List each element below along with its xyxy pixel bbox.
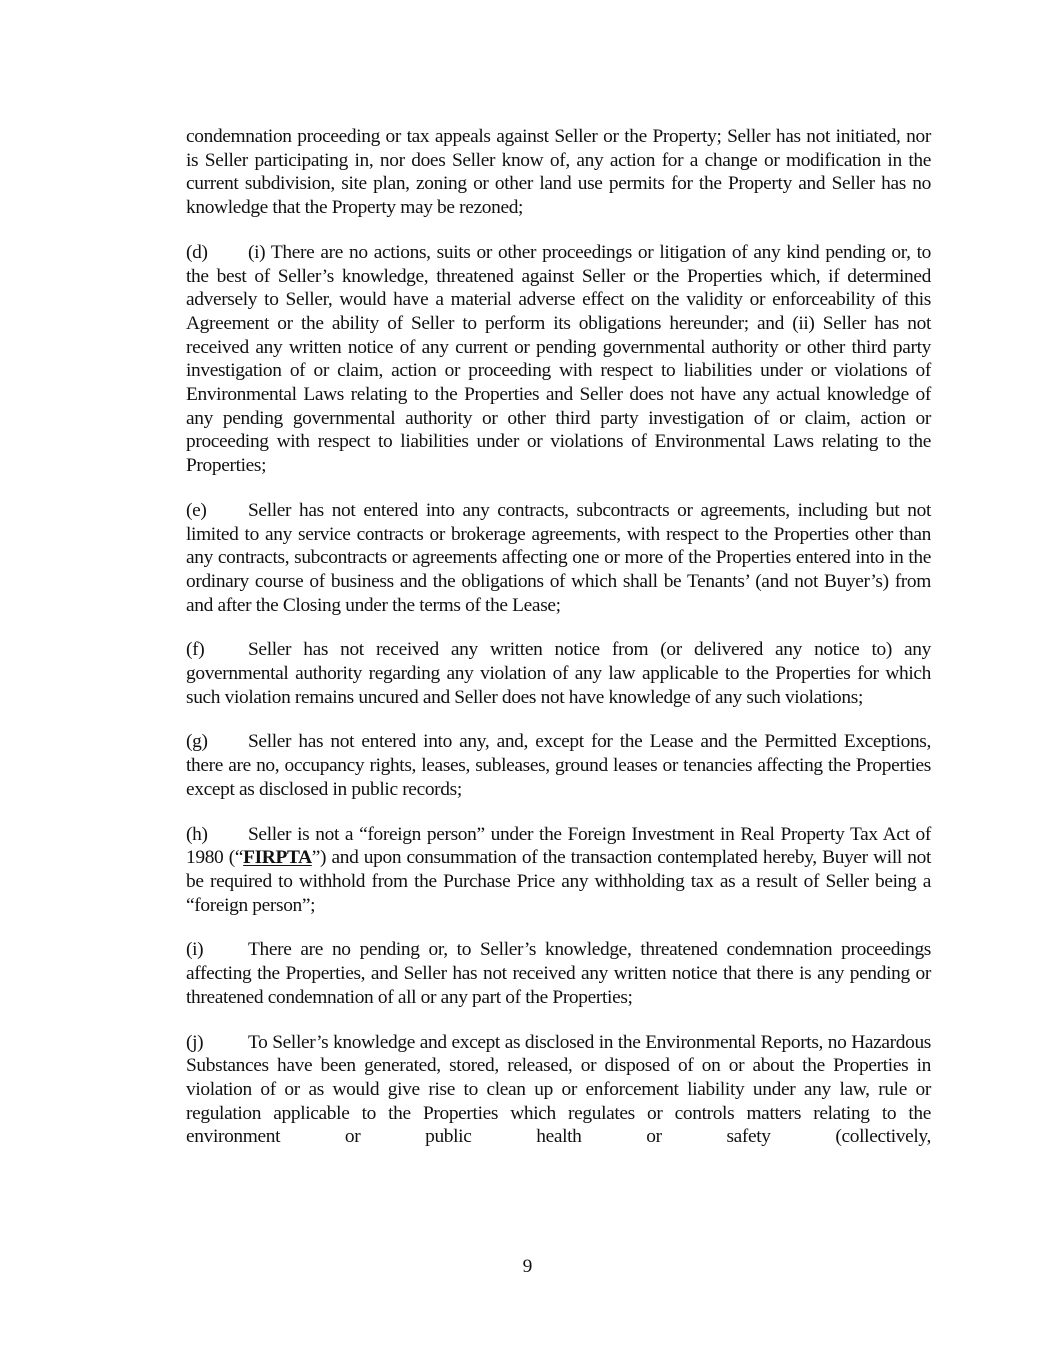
paragraph-j — [186, 1031, 931, 1150]
paragraph-text: (i) There are no actions, suits or other proceedings or litigation of any kind pending or, to the best of Seller’s knowledge, threatened against Seller or the Properties which, if determined adversely to Seller, would have a material adverse effect on the validity or enforceability of this Agreement or the ability of Seller to perform its obligations hereunder; and (ii) Seller has not received any written notice of any current or pending governmental authority or other third party investigation of or claim, action or proceeding with respect to liabilities under or violations of Environmental Laws relating to the Properties and Seller does not have any actual knowledge of any pending governmental authority or other third party investigation of or claim, action or proceeding with respect to liabilities under or violations of Environmental Laws relating to the Properties; — [186, 241, 931, 477]
paragraph-h — [186, 823, 931, 918]
paragraph-label: (e) — [186, 499, 207, 521]
document-body — [186, 125, 931, 1170]
paragraph-label: (j) — [186, 1031, 204, 1053]
paragraph-d — [186, 241, 931, 478]
paragraph-text: Seller has not entered into any, and, except for the Lease and the Permitted Exceptions, there are no, occupancy rights, leases, subleases, ground leases or tenancies affecting the Properties except as disclosed in public records; — [186, 731, 931, 800]
paragraph-i — [186, 938, 931, 1009]
page-number: 9 — [522, 1256, 533, 1277]
paragraph-e — [186, 499, 931, 618]
paragraph-label: (d) — [186, 241, 208, 263]
paragraph-text: Seller has not received any written notice from (or delivered any notice to) any governmental authority regarding any violation of any law applicable to the Properties for which such violation remains uncured and Seller does not have knowledge of any such violations; — [186, 639, 931, 708]
paragraph-text: condemnation proceeding or tax appeals against Seller or the Property; Seller has not initiated, nor is Seller participating in, nor does Seller know of, any action for a change or modification in the current subdivision, site plan, zoning or other land use permits for the Property and Seller has no knowledge that the Property may be rezoned; — [186, 126, 931, 219]
paragraph-label: (i) — [186, 939, 204, 961]
paragraph-label: (h) — [186, 823, 208, 845]
paragraph-continued-c — [186, 125, 931, 220]
paragraph-text-before: Seller is not a “foreign person” under the Foreign Investment in Real Property Tax Act of 1980 (“ — [186, 823, 931, 869]
paragraph-text-after: ”) and upon consummation of the transaction contemplated hereby, Buyer will not be required to withhold from the Purchase Price any withholding tax as a result of Seller being a “foreign person”; — [186, 847, 931, 916]
paragraph-label: (f) — [186, 639, 205, 661]
paragraph-label: (g) — [186, 731, 208, 753]
paragraph-text: There are no pending or, to Seller’s knowledge, threatened condemnation proceedings affecting the Properties, and Seller has not received any written notice that there is any pending or threatened condemnation of all or any part of the Properties; — [186, 939, 931, 1008]
paragraph-g — [186, 730, 931, 801]
paragraph-text: To Seller’s knowledge and except as disclosed in the Environmental Reports, no Hazardous Substances have been generated, stored, released, or disposed of on or about the Properties in violation of or as would give rise to clean up or enforcement liability under any law, rule or regulation applicable to the Properties which regulates or controls matters relating to the environment or public health or safety (collectively, — [186, 1031, 931, 1148]
paragraph-text: Seller has not entered into any contracts, subcontracts or agreements, including but not limited to any service contracts or brokerage agreements, with respect to the Properties other than any contracts, subcontracts or agreements affecting one or more of the Properties entered into in the ordinary course of business and the obligations of which shall be Tenants’ (and not Buyer’s) from and after the Closing under the terms of the Lease; — [186, 499, 931, 616]
defined-term-firpta: FIRPTA — [243, 847, 312, 869]
paragraph-f — [186, 638, 931, 709]
